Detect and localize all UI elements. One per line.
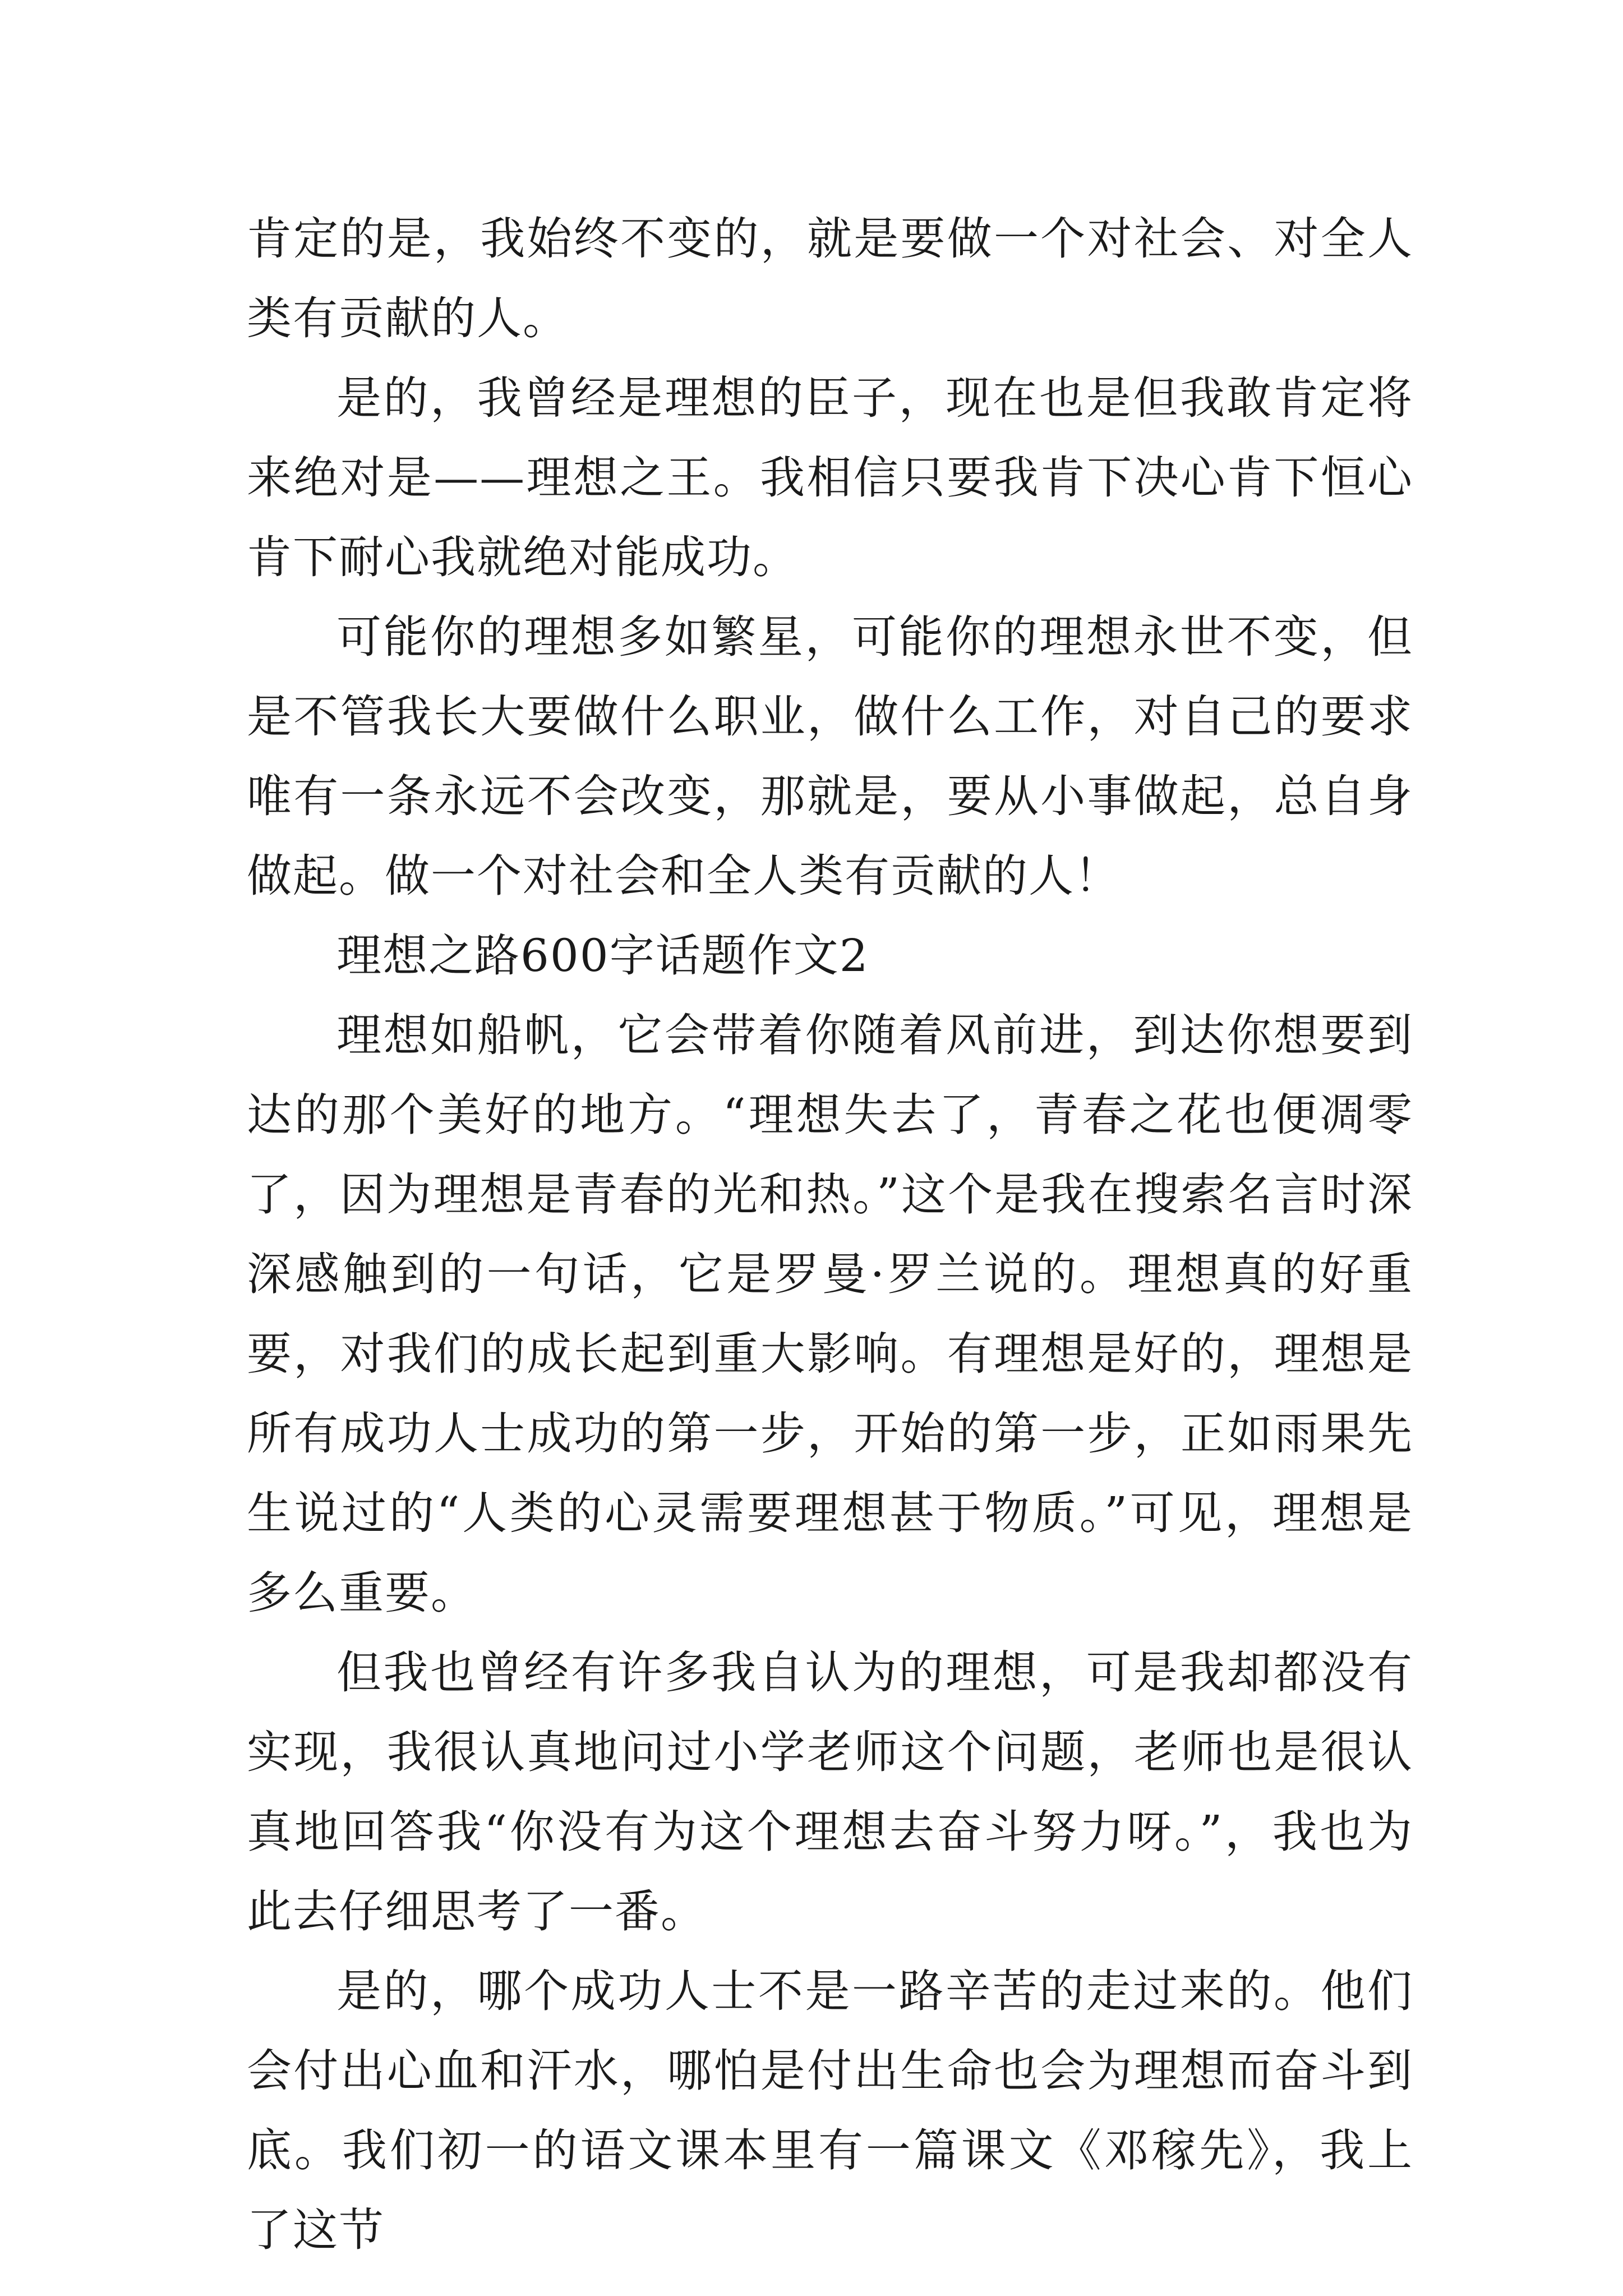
paragraph-1: 肯定的是，我始终不变的，就是要做一个对社会、对全人类有贡献的人。 [247,213,1413,344]
paragraph-2: 是的，我曾经是理想的臣子，现在也是但我敢肯定将来绝对是——理想之王。我相信只要我肯下决心肯下恒心肯下耐心我就绝对能成功。 [247,372,1413,583]
paragraph-6: 是的，哪个成功人士不是一路辛苦的走过来的。他们会付出心血和汗水，哪怕是付出生命也会为理想而奋斗到底。我们初一的语文课本里有一篇课文《邓稼先》，我上了这节 [247,1965,1413,2256]
paragraph-4: 理想如船帆，它会带着你随着风前进，到达你想要到达的那个美好的地方。“理想失去了，青春之花也便凋零了，因为理想是青春的光和热。”这个是我在搜索名言时深深感触到的一句话，它是罗曼·罗兰说的。理想真的好重要，对我们的成长起到重大影响。有理想是好的，理想是所有成功人士成功的第一步，开始的第一步，正如雨果先生说过的“人类的心灵需要理想甚于物质。”可见，理想是多么重要。 [247,1009,1413,1619]
section-heading: 理想之路600字话题作文2 [336,930,869,982]
paragraph-3: 可能你的理想多如繁星，可能你的理想永世不变，但是不管我长大要做什么职业，做什么工作，对自己的要求唯有一条永远不会改变，那就是，要从小事做起，总自身做起。做一个对社会和全人类有贡献的人！ [247,611,1413,902]
paragraph-5: 但我也曾经有许多我自认为的理想，可是我却都没有实现，我很认真地问过小学老师这个问题，老师也是很认真地回答我“你没有为这个理想去奋斗努力呀。”，我也为此去仔细思考了一番。 [247,1646,1413,1938]
document-body [247,199,1413,2270]
